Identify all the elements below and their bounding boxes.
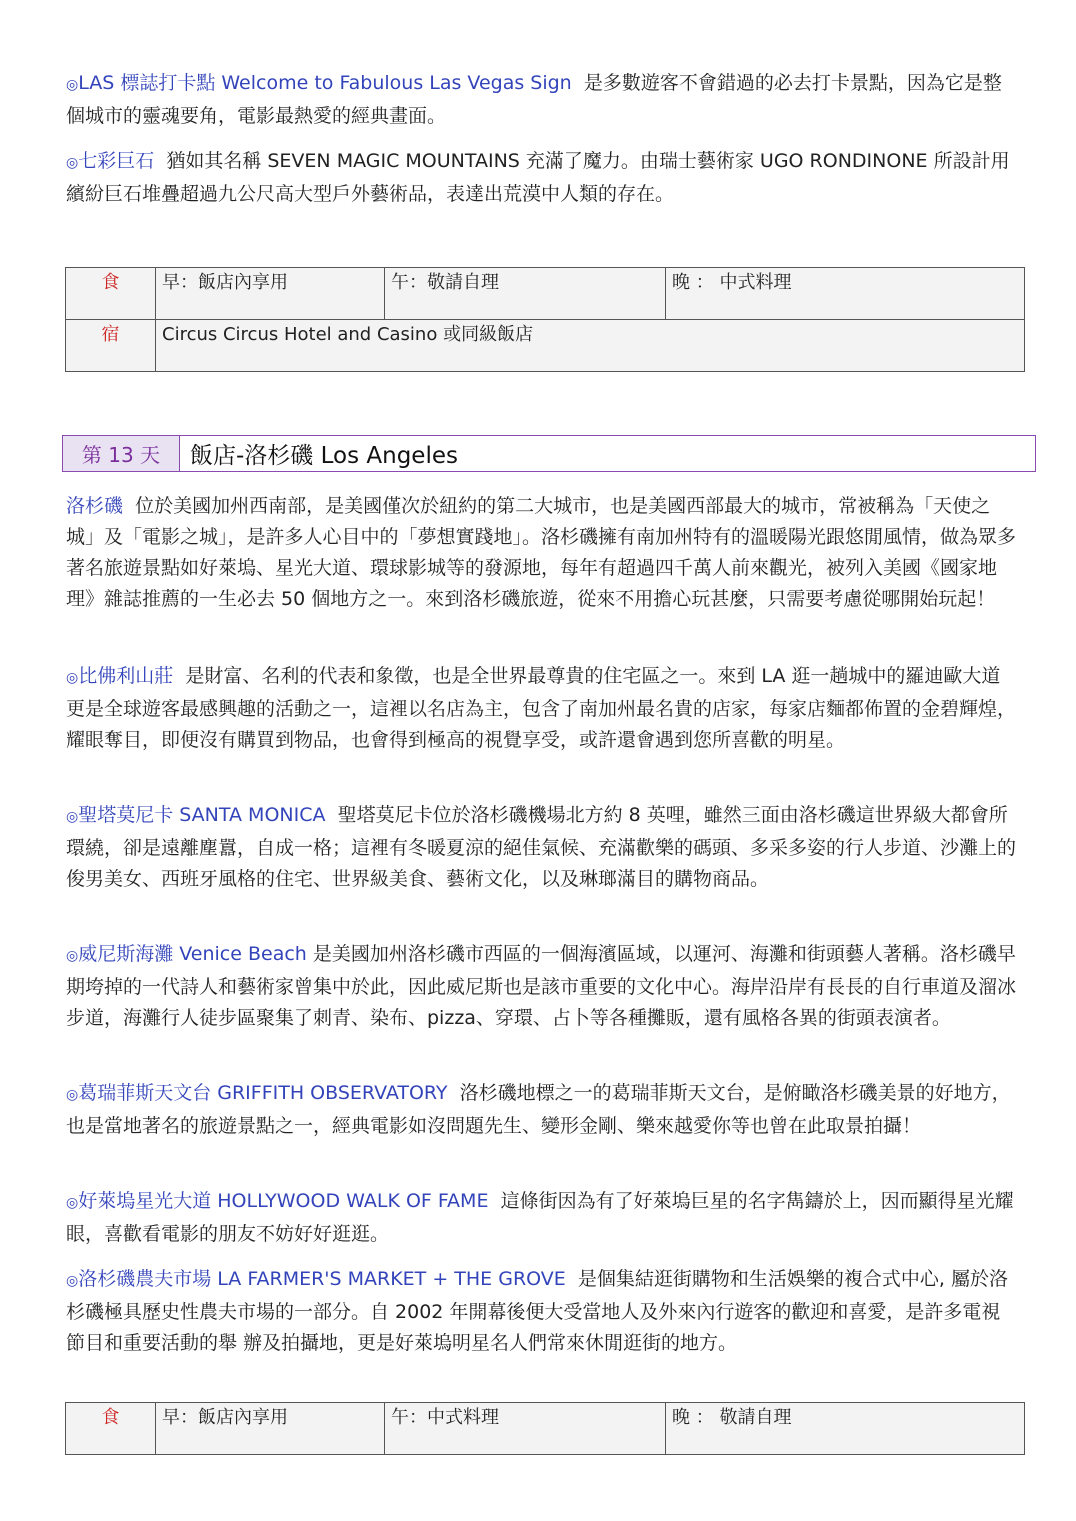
breakfast-cell: 早：飯店內享用: [156, 268, 385, 320]
attraction-description: 洛杉磯地標之一的葛瑞菲斯天文台，是俯瞰洛杉磯美景的好地方，也是當地著名的旅遊景點之一，經典電影如沒問題先生、變形金剛、樂來越愛你等也曾在此取景拍攝！: [66, 1082, 1011, 1137]
attraction-name: LAS 標誌打卡點 Welcome to Fabulous Las Vegas Sign: [78, 72, 572, 94]
bullet-icon: ◎: [66, 670, 79, 686]
bullet-icon: ◎: [66, 77, 79, 93]
attraction-seven-magic-mountains: [66, 146, 1016, 210]
attraction-venice-beach: [66, 939, 1016, 1034]
attraction-name: 洛杉磯農夫市場 LA FARMER'S MARKET + THE GROVE: [78, 1268, 566, 1290]
attraction-description: 聖塔莫尼卡位於洛杉磯機場北方約 8 英哩，雖然三面由洛杉磯這世界級大都會所環繞，卻是遠離塵囂，自成一格；這裡有冬暖夏涼的絕佳氣候、充滿歡樂的碼頭、多采多姿的行人步道、沙灘上的俊男美女、西班牙風格的住宅、世界級美食、藝術文化，以及琳瑯滿目的購物商品。: [66, 804, 1017, 890]
meal-label: 食: [66, 268, 156, 320]
attraction-santa-monica: [66, 800, 1016, 895]
day-header: [62, 435, 1036, 472]
meal-table: [65, 1402, 1025, 1455]
attraction-description: 是財富、名利的代表和象徵，也是全世界最尊貴的住宅區之一。來到 LA 逛一趟城中的羅迪歐大道更是全球遊客最感興趣的活動之一，這裡以名店為主，包含了南加州最名貴的店家，每家店麵都佈置的金碧輝煌，耀眼奪目，即便沒有購買到物品，也會得到極高的視覺享受，或許還會遇到您所喜歡的明星。: [66, 665, 1017, 751]
city-description: 位於美國加州西南部，是美國僅次於紐約的第二大城市，也是美國西部最大的城市，常被稱為「天使之城」及「電影之城」，是許多人心目中的「夢想實踐地」。洛杉磯擁有南加州特有的溫暖陽光跟悠閒風情，做為眾多著名旅遊景點如好萊塢、星光大道、環球影城等的發源地，每年有超過四千萬人前來觀光，被列入美國《國家地理》雜誌推薦的一生必去 50 個地方之一。來到洛杉磯旅遊，從來不用擔心玩甚麼，只需要考慮從哪開始玩起！: [66, 495, 1017, 610]
attraction-description: 是多數遊客不會錯過的必去打卡景點，因為它是整個城市的靈魂要角，電影最熱愛的經典畫面。: [66, 72, 1002, 127]
bullet-icon: ◎: [66, 1087, 79, 1103]
attraction-la-farmers-market: [66, 1264, 1016, 1359]
meal-label: 食: [66, 1403, 156, 1455]
attraction-description: 是美國加州洛杉磯市西區的一個海濱區域，以運河、海灘和街頭藝人著稱。洛杉磯早期垮掉的一代詩人和藝術家曾集中於此，因此威尼斯也是該市重要的文化中心。海岸沿岸有長長的自行車道及溜冰步道，海灘行人徒步區聚集了刺青、染布、pizza、穿環、占卜等各種攤販，還有風格各異的街頭表演者。: [66, 943, 1017, 1029]
attraction-description: 這條街因為有了好萊塢巨星的名字雋鑄於上，因而顯得星光耀眼，喜歡看電影的朋友不妨好好逛逛。: [66, 1190, 1014, 1245]
attraction-name: 比佛利山莊: [78, 665, 174, 687]
attraction-name: 葛瑞菲斯天文台 GRIFFITH OBSERVATORY: [78, 1082, 448, 1104]
lodging-row: [66, 320, 1025, 372]
meal-row: [66, 268, 1025, 320]
attraction-griffith-observatory: [66, 1078, 1016, 1142]
attraction-beverly-hills: [66, 661, 1016, 756]
attraction-name: 七彩巨石: [78, 150, 155, 172]
day-number: 第 13 天: [63, 436, 180, 471]
attraction-las-vegas-sign: [66, 68, 1016, 132]
attraction-hollywood-walk-of-fame: [66, 1186, 1016, 1250]
bullet-icon: ◎: [66, 155, 79, 171]
attraction-name: 威尼斯海灘 Venice Beach: [78, 943, 307, 965]
attraction-name: 好萊塢星光大道 HOLLYWOOD WALK OF FAME: [78, 1190, 489, 1212]
bullet-icon: ◎: [66, 809, 79, 825]
breakfast-cell: 早：飯店內享用: [156, 1403, 385, 1455]
attraction-description: 猶如其名稱 SEVEN MAGIC MOUNTAINS 充滿了魔力。由瑞士藝術家 UGO RONDINONE 所設計用繽紛巨石堆疊超過九公尺高大型戶外藝術品，表達出荒漠中人類的存在。: [66, 150, 1010, 205]
attraction-name: 聖塔莫尼卡 SANTA MONICA: [78, 804, 326, 826]
lodging-label: 宿: [66, 320, 156, 372]
meal-lodging-table: [65, 267, 1025, 372]
day-title: 飯店-洛杉磯 Los Angeles: [180, 436, 1035, 471]
attraction-description: 是個集結逛街購物和生活娛樂的複合式中心, 屬於洛杉磯極具歷史性農夫市場的一部分。自 2002 年開幕後便大受當地人及外來內行遊客的歡迎和喜愛，是許多電視節目和重要活動的舉 辦及拍攝地，更是好萊塢明星名人們常來休閒逛街的地方。: [66, 1268, 1008, 1354]
lunch-cell: 午：中式料理: [385, 1403, 666, 1455]
dinner-cell: 晚 ： 敬請自理: [666, 1403, 1025, 1455]
bullet-icon: ◎: [66, 1273, 79, 1289]
meal-row: [66, 1403, 1025, 1455]
dinner-cell: 晚 ： 中式料理: [666, 268, 1025, 320]
los-angeles-intro: [66, 491, 1016, 615]
city-name: 洛杉磯: [66, 495, 124, 517]
hotel-cell: Circus Circus Hotel and Casino 或同級飯店: [156, 320, 1025, 372]
bullet-icon: ◎: [66, 1195, 79, 1211]
lunch-cell: 午：敬請自理: [385, 268, 666, 320]
bullet-icon: ◎: [66, 948, 79, 964]
